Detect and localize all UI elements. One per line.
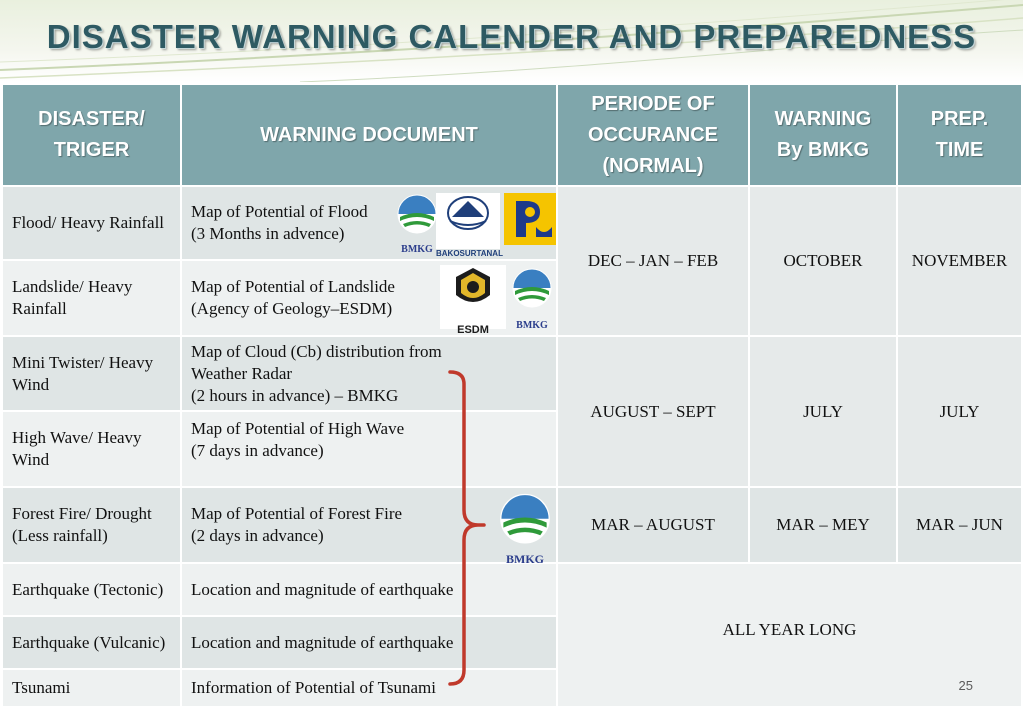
period-cell: AUGUST – SEPT <box>557 336 749 487</box>
bmkg-label: BMKG <box>506 552 544 566</box>
document-line: (7 days in advance) <box>191 441 324 460</box>
header-disaster-label: DISASTER/ TRIGER <box>38 108 145 161</box>
page-title: DISASTER WARNING CALENDER AND PREPAREDNESS <box>46 18 977 55</box>
pu-logo <box>504 193 556 245</box>
header-prep-time <box>897 84 1022 186</box>
document-cell: Location and magnitude of earthquake <box>181 563 557 616</box>
table-header-row <box>2 84 1022 186</box>
prep-cell: NOVEMBER <box>897 186 1022 336</box>
period-cell: MAR – AUGUST <box>557 487 749 563</box>
document-line: Map of Potential of High Wave <box>191 419 405 438</box>
document-line: Map of Potential of Landslide <box>191 277 395 296</box>
prep-cell: MAR – JUN <box>897 487 1022 563</box>
document-cell <box>181 186 557 260</box>
document-line: Weather Radar <box>191 363 293 383</box>
warning-cell: OCTOBER <box>749 186 897 336</box>
bmkg-logo <box>498 492 552 570</box>
page-number: 25 <box>958 678 973 693</box>
header-prep-time-label: PREP. TIME <box>930 108 989 161</box>
bmkg-logo <box>510 267 554 337</box>
document-cell <box>181 260 557 336</box>
disaster-cell: Tsunami <box>2 669 181 707</box>
document-line: (3 Months in advence) <box>191 224 345 243</box>
document-line: Map of Potential of Flood <box>191 202 368 221</box>
disaster-cell: Forest Fire/ Drought (Less rainfall) <box>2 487 181 563</box>
disaster-cell: Earthquake (Vulcanic) <box>2 616 181 669</box>
bakosurtanal-logo <box>436 193 503 258</box>
warning-cell: MAR – MEY <box>749 487 897 563</box>
disaster-cell: High Wave/ Heavy Wind <box>2 411 181 487</box>
bmkg-logo <box>396 193 438 261</box>
disaster-cell: Landslide/ Heavy Rainfall <box>2 260 181 336</box>
table-row <box>2 336 1022 411</box>
document-cell <box>181 487 557 566</box>
warning-cell: JULY <box>749 336 897 487</box>
prep-cell: JULY <box>897 336 1022 487</box>
header-disaster <box>2 84 181 186</box>
header-periode <box>557 84 749 186</box>
warning-table <box>1 83 1023 708</box>
document-cell: Location and magnitude of earthquake <box>181 616 557 669</box>
header-warning-document: WARNING DOCUMENT <box>181 84 557 186</box>
document-cell <box>181 411 557 487</box>
esdm-logo <box>440 265 506 336</box>
table-row <box>2 563 1022 616</box>
all-year-label: ALL YEAR LONG <box>722 620 857 639</box>
document-line: Map of Potential of Forest Fire <box>191 504 403 523</box>
header-warning-bmkg <box>749 84 897 186</box>
header-periode-label: PERIODE OF OCCURANCE (NORMAL) <box>588 92 718 177</box>
table-row <box>2 186 1022 260</box>
bmkg-label: BMKG <box>401 244 433 255</box>
document-cell <box>181 336 557 411</box>
all-year-cell <box>557 563 1022 707</box>
bmkg-label: BMKG <box>516 320 548 331</box>
esdm-label: ESDM <box>457 324 489 336</box>
bakosurtanal-label: BAKOSURTANAL <box>436 249 503 258</box>
document-line: (2 days in advance) <box>191 526 324 545</box>
disaster-cell: Earthquake (Tectonic) <box>2 563 181 616</box>
disaster-cell: Mini Twister/ Heavy Wind <box>2 336 181 411</box>
document-cell: Information of Potential of Tsunami <box>181 669 557 707</box>
document-line: Map of Cloud (Cb) distribution from <box>191 341 442 361</box>
table-row <box>2 487 1022 563</box>
header-warning-bmkg-label: WARNING By BMKG <box>774 108 872 161</box>
grouping-bracket <box>448 370 488 690</box>
period-cell: DEC – JAN – FEB <box>557 186 749 336</box>
document-line: (Agency of Geology–ESDM) <box>191 299 393 318</box>
document-line: (2 hours in advance) – BMKG <box>191 385 399 405</box>
disaster-cell: Flood/ Heavy Rainfall <box>2 186 181 260</box>
